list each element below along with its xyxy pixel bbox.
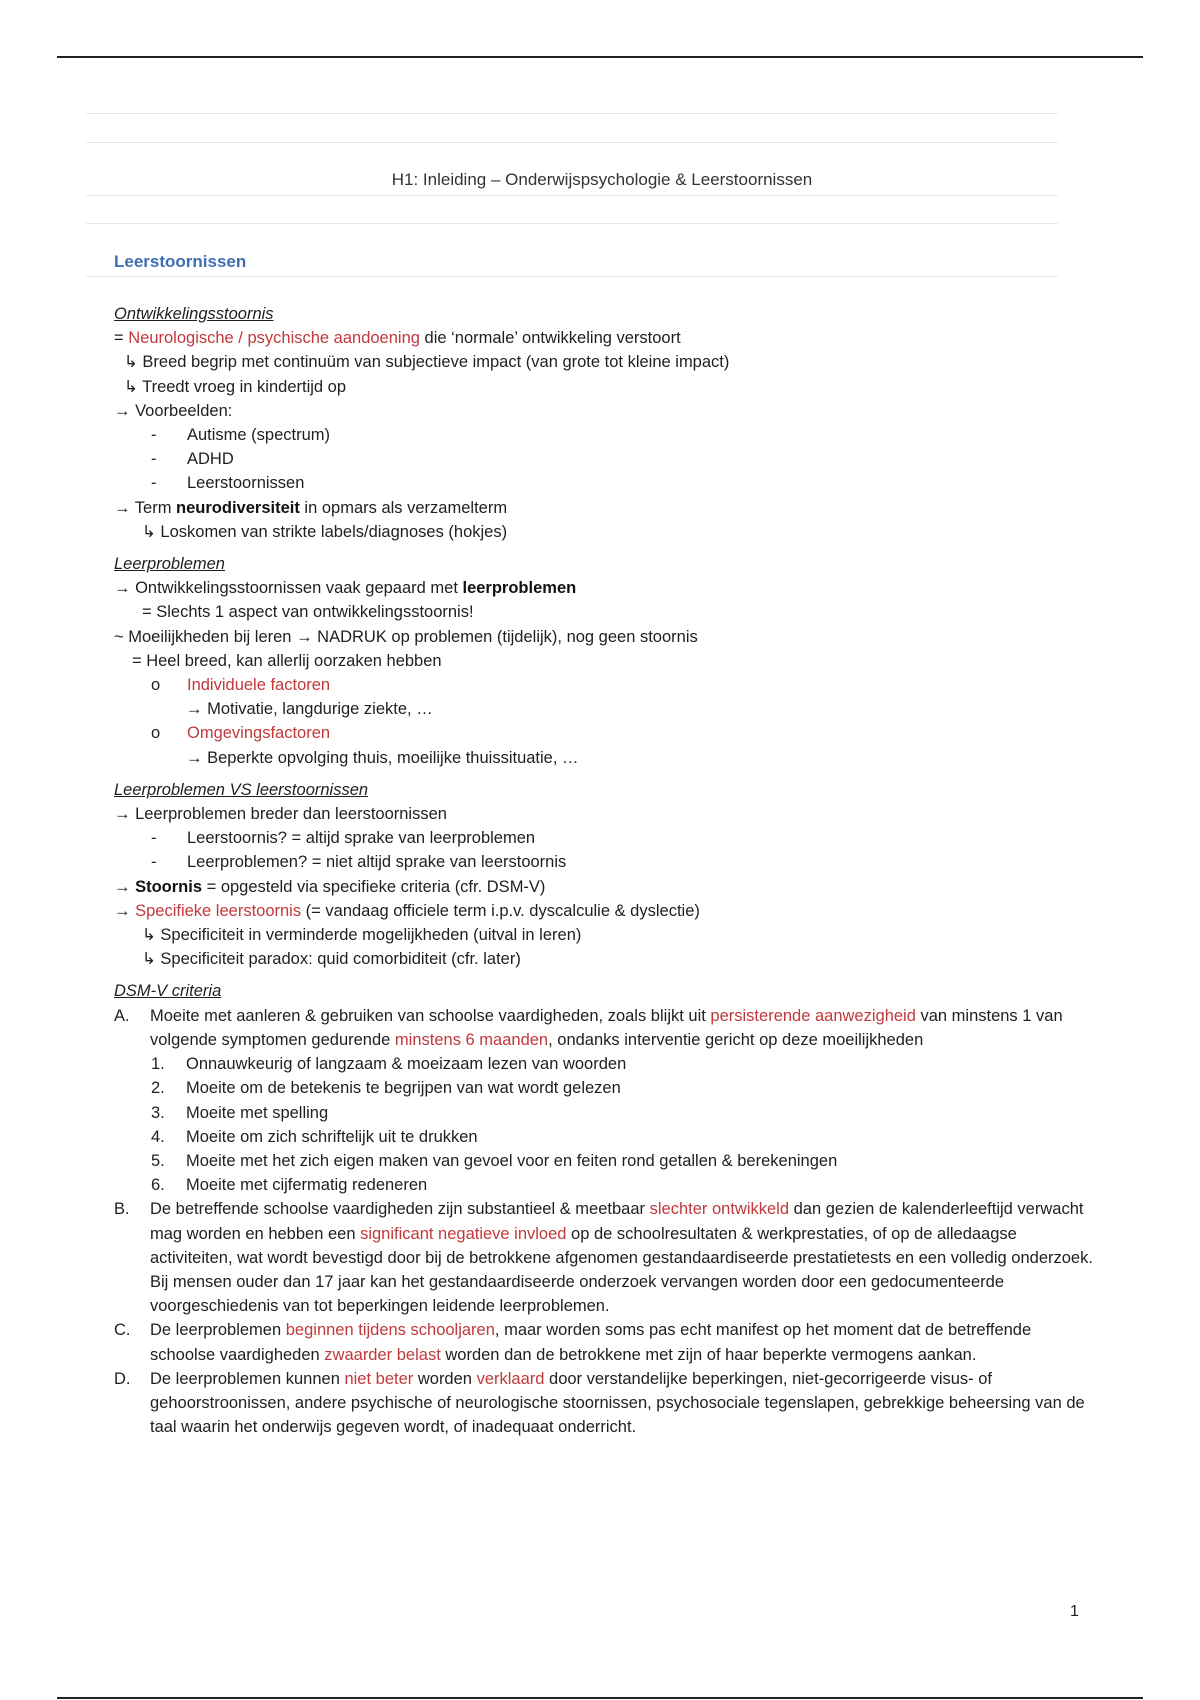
text-line: → Motivatie, langdurige ziekte, … <box>186 700 433 719</box>
subheading-leerproblemen: Leerproblemen <box>114 555 225 574</box>
bottom-rule <box>57 1697 1143 1699</box>
numbered-item: 2. Moeite om de betekenis te begrijpen van wat wordt gelezen <box>151 1079 621 1098</box>
list-item: o Omgevingsfactoren <box>151 724 331 743</box>
criterion-a: A. Moeite met aanleren & gebruiken van schoolse vaardigheden, zoals blijkt uit persisterende aanwezigheid van minstens 1 van volgende symptomen gedurende minstens 6 maanden, ondanks interventie gericht op deze moeilijkheden <box>114 1006 1063 1049</box>
text-line: → Ontwikkelingsstoornissen vaak gepaard met leerproblemen <box>114 579 577 598</box>
text-line: → Leerproblemen breder dan leerstoornissen <box>114 805 447 824</box>
text-line: → Beperkte opvolging thuis, moeilijke thuissituatie, … <box>186 748 579 767</box>
list-item: - Leerproblemen? = niet altijd sprake van leerstoornis <box>151 853 567 872</box>
numbered-item: 3. Moeite met spelling <box>151 1103 329 1122</box>
criterion-c: C. De leerproblemen beginnen tijdens schooljaren, maar worden soms pas echt manifest op het moment dat de betreffende schoolse vaardigheden zwaarder belast worden dan de betrokkene met zijn of haar beperkte vermogens aankan. <box>114 1321 1032 1364</box>
page-header-title: H1: Inleiding – Onderwijspsychologie & Leerstoornissen <box>391 170 813 189</box>
header-line <box>86 223 1058 224</box>
numbered-item: 5. Moeite met het zich eigen maken van gevoel voor en feiten rond getallen & berekeningen <box>151 1151 838 1170</box>
text-line: ↳ Specificiteit paradox: quid comorbiditeit (cfr. later) <box>142 950 521 969</box>
numbered-item: 6. Moeite met cijfermatig redeneren <box>151 1176 428 1195</box>
text-line: = Heel breed, kan allerlij oorzaken hebben <box>132 651 442 670</box>
list-item: - Leerstoornis? = altijd sprake van leerproblemen <box>151 829 536 848</box>
header-line <box>86 113 1058 114</box>
list-item: o Individuele factoren <box>151 676 331 695</box>
list-item: - Leerstoornissen <box>151 474 305 493</box>
list-item: - Autisme (spectrum) <box>151 426 331 445</box>
section-title: Leerstoornissen <box>114 252 247 271</box>
criterion-d: D. De leerproblemen kunnen niet beter worden verklaard door verstandelijke beperkingen, niet-gecorrigeerde visus- of gehoorstroonissen, andere psychische of neurologische stoornissen, psychosociale tegenslapen, gebrekkige beheersing van de taal waarin het onderwijs gegeven wordt, of inadequaat onderricht. <box>114 1369 1085 1437</box>
text-line: ↳ Treedt vroeg in kindertijd op <box>124 377 347 396</box>
subheading-ontwikkelingsstoornis: Ontwikkelingsstoornis <box>114 305 274 323</box>
definition-line: = Neurologische / psychische aandoening die ‘normale’ ontwikkeling verstoort <box>114 329 681 348</box>
text-line: = Slechts 1 aspect van ontwikkelingsstoornis! <box>142 603 474 622</box>
numbered-item: 4. Moeite om zich schriftelijk uit te drukken <box>151 1127 478 1146</box>
document-body <box>114 302 1094 1439</box>
header-line <box>86 142 1058 143</box>
text-line: ~ Moeilijkheden bij leren → NADRUK op problemen (tijdelijk), nog geen stoornis <box>114 627 698 646</box>
numbered-item: 1. Onnauwkeurig of langzaam & moeizaam lezen van woorden <box>151 1055 627 1074</box>
page-number: 1 <box>1070 1603 1079 1620</box>
text-line: → Term neurodiversiteit in opmars als verzamelterm <box>114 498 508 517</box>
criterion-b: B. De betreffende schoolse vaardigheden zijn substantieel & meetbaar slechter ontwikkeld dan gezien de kalenderleeftijd verwacht mag worden en hebben een significant negatieve invloed op de schoolresultaten & werkprestaties, of op de alledaagse activiteiten, wat wordt bevestigd door bij de betrokkene afgenomen gestandaardiseerde prestatietests en een volledig onderzoek. Bij mensen ouder dan 17 jaar kan het gestandaardiseerde onderzoek vervangen worden door een gedocumenteerde voorgeschiedenis van tot beperkingen leidende leerproblemen. <box>114 1200 1093 1316</box>
text-line: → Voorbeelden: <box>114 401 233 420</box>
highlight: Neurologische / psychische aandoening <box>128 329 420 348</box>
subheading-dsm-v-criteria: DSM-V criteria <box>114 982 222 1001</box>
list-item: - ADHD <box>151 450 234 469</box>
text-line: → Specifieke leerstoornis (= vandaag officiele term i.p.v. dyscalculie & dyslectie) <box>114 901 700 920</box>
header-line <box>86 195 1058 196</box>
text-line: ↳ Specificiteit in verminderde mogelijkheden (uitval in leren) <box>142 926 582 945</box>
text-line: ↳ Loskomen van strikte labels/diagnoses (hokjes) <box>142 522 508 541</box>
top-rule <box>57 56 1143 58</box>
section-line <box>86 276 1058 277</box>
text-line: → Stoornis = opgesteld via specifieke criteria (cfr. DSM-V) <box>114 877 546 896</box>
text-line: ↳ Breed begrip met continuüm van subjectieve impact (van grote tot kleine impact) <box>124 353 730 372</box>
subheading-leerproblemen-vs-leerstoornissen: Leerproblemen VS leerstoornissen <box>114 780 369 799</box>
